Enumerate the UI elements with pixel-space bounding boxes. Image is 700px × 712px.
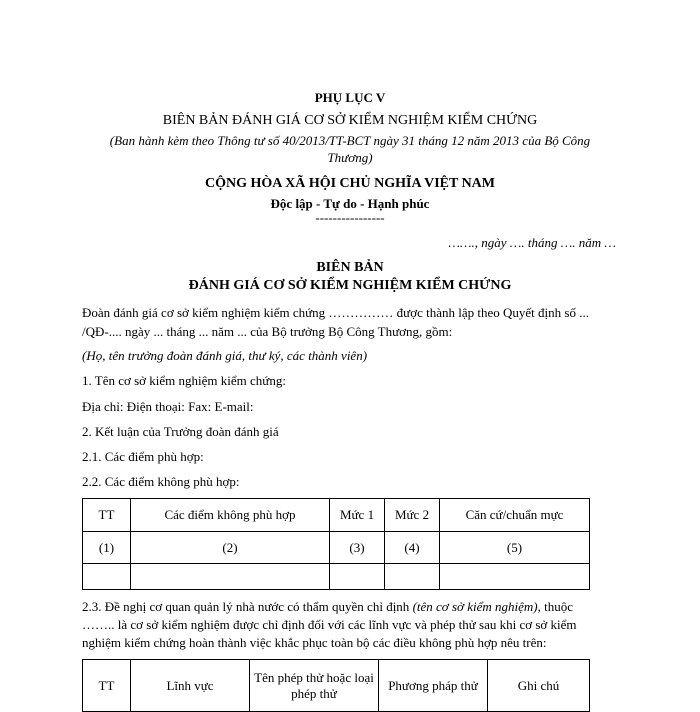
- table-cell: (1): [83, 532, 131, 564]
- table-header-cell: Tên phép thử hoặc loại phép thử: [250, 660, 379, 712]
- appendix-title: PHỤ LỤC V: [314, 90, 386, 105]
- address-line: Địa chỉ: Điện thoại: Fax: E-mail:: [82, 399, 254, 414]
- intro-line1: Đoàn đánh giá cơ sở kiểm nghiệm kiểm chứng …………… được thành lập theo Quyết định số ...: [82, 305, 589, 320]
- table-cell: (2): [131, 532, 330, 564]
- table-cell: [131, 564, 330, 590]
- table-cell: (5): [440, 532, 590, 564]
- section-2: 2. Kết luận của Trưởng đoàn đánh giá: [82, 424, 279, 439]
- doc-title-line2: ĐÁNH GIÁ CƠ SỞ KIỂM NGHIỆM KIỂM CHỨNG: [188, 278, 512, 293]
- table-header-cell: Căn cứ/chuẩn mực: [440, 499, 590, 532]
- date-line: ……., ngày …. tháng …. năm …: [448, 235, 616, 250]
- section-1: 1. Tên cơ sở kiểm nghiệm kiểm chứng:: [82, 373, 286, 388]
- table-header-cell: TT: [83, 499, 131, 532]
- designation-table: [82, 659, 590, 712]
- issued-note-line2: Thương): [327, 150, 373, 165]
- doc-title-line1: BIÊN BẢN: [316, 260, 384, 275]
- section-2-3-line3: nghiệm kiểm chứng hoàn thành việc khắc phục toàn bộ các điều không phù hợp nêu trên:: [82, 635, 547, 650]
- table-header-cell: Lĩnh vực: [131, 660, 250, 712]
- table-header-cell: Phương pháp thử: [379, 660, 488, 712]
- section-2-3-suffix: , thuộc: [537, 599, 574, 614]
- country-name: CỘNG HÒA XÃ HỘI CHỦ NGHĨA VIỆT NAM: [204, 176, 495, 191]
- section-2-3-line1: [82, 599, 573, 615]
- table-header-cell: Ghi chú: [488, 660, 590, 712]
- table-cell: [440, 564, 590, 590]
- issued-note-line1: (Ban hành kèm theo Thông tư số 40/2013/TT-BCT ngày 31 tháng 12 năm 2013 của Bộ Công: [109, 133, 591, 148]
- separator: ----------------: [315, 210, 385, 225]
- table-header-cell: Các điểm không phù hợp: [131, 499, 330, 532]
- table-cell: [83, 564, 131, 590]
- table-header-cell: Mức 2: [385, 499, 440, 532]
- section-2-3-line2: …….. là cơ sở kiểm nghiệm được chỉ định đối với các lĩnh vực và phép thử sau khi cơ sở kiểm: [82, 617, 577, 632]
- table-cell: [330, 564, 385, 590]
- section-2-3-text: 2.3. Đề nghị cơ quan quản lý nhà nước có thẩm quyền chỉ định: [82, 599, 413, 614]
- table-header-row: [83, 499, 590, 532]
- form-title: BIÊN BẢN ĐÁNH GIÁ CƠ SỞ KIỂM NGHIỆM KIỂM CHỨNG: [162, 113, 538, 128]
- table-row: [83, 532, 590, 564]
- section-2-2: 2.2. Các điểm không phù hợp:: [82, 474, 240, 489]
- motto: Độc lập - Tự do - Hạnh phúc: [270, 196, 430, 211]
- members-note: (Họ, tên trưởng đoàn đánh giá, thư ký, các thành viên): [82, 348, 368, 363]
- table-cell: [385, 564, 440, 590]
- table-header-cell: Mức 1: [330, 499, 385, 532]
- section-2-3-placeholder: (tên cơ sở kiểm nghiệm): [412, 599, 538, 614]
- section-2-1: 2.1. Các điểm phù hợp:: [82, 449, 204, 464]
- table-row-empty: [83, 564, 590, 590]
- table-header-cell: TT: [83, 660, 131, 712]
- nonconformity-table: [82, 498, 590, 590]
- intro-line2: /QĐ-.... ngày ... tháng ... năm ... của Bộ trưởng Bộ Công Thương, gồm:: [82, 324, 453, 339]
- table-cell: (4): [385, 532, 440, 564]
- table-cell: (3): [330, 532, 385, 564]
- table-header-row: [83, 660, 590, 712]
